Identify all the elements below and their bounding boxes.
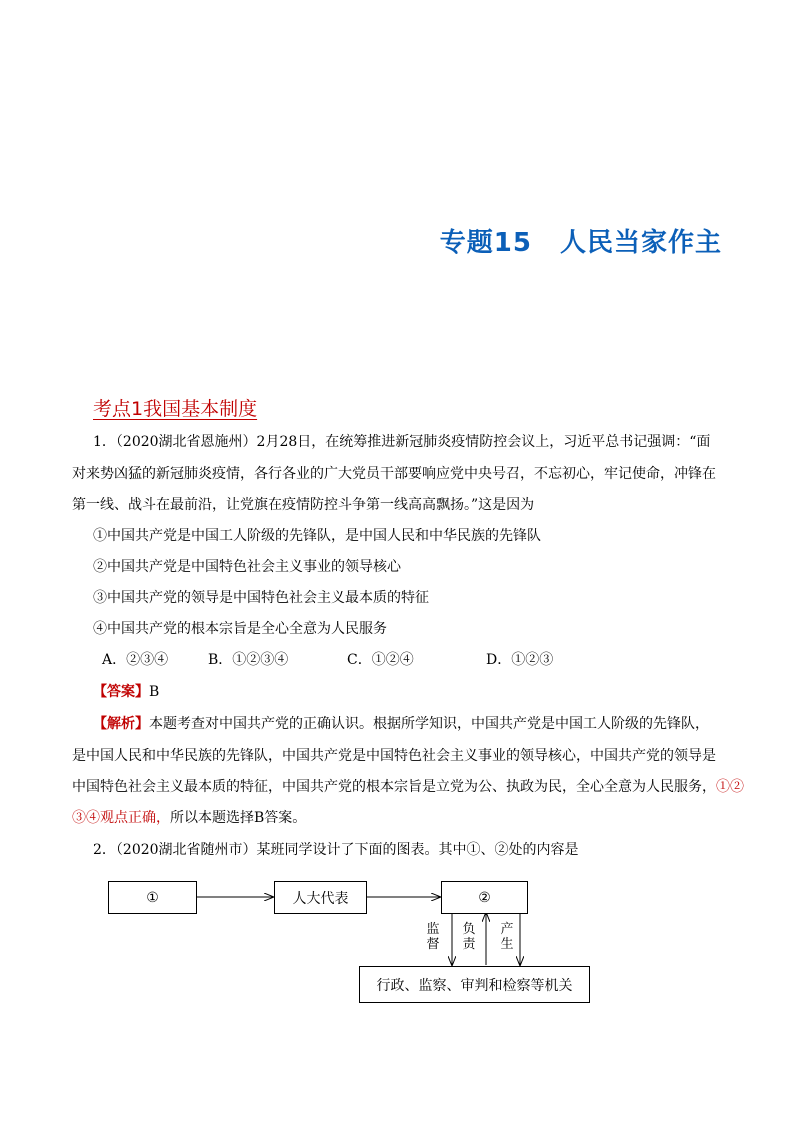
label-supervise: 监督	[426, 922, 440, 952]
analysis-text-3b: ①②	[716, 779, 744, 795]
title-name: 人民当家作主	[559, 228, 722, 258]
q2-stem: 2．（2020湖北省随州市）某班同学设计了下面的图表。其中①、②处的内容是	[93, 842, 579, 858]
q1-stem-line3: 第一线、战斗在最前沿，让党旗在疫情防控斗争第一线高高飘扬。”这是因为	[72, 497, 535, 513]
q1-statement-3: ③中国共产党的领导是中国特色社会主义最本质的特征	[93, 590, 429, 606]
q1-statement-2: ②中国共产党是中国特色社会主义事业的领导核心	[93, 559, 401, 575]
q1-option-c: C．①②④	[347, 652, 414, 668]
label-responsible: 负责	[462, 922, 476, 952]
analysis-text-4a: ③④观点正确，	[72, 810, 170, 826]
q1-stem-line1: 1．（2020湖北省恩施州）2月28日，在统筹推进新冠肺炎疫情防控会议上，习近平总书记强调：“面	[93, 434, 711, 450]
q1-stem-line2: 对来势凶猛的新冠肺炎疫情，各行各业的广大党员干部要响应党中央号召，不忘初心，牢记使命，冲锋在	[72, 466, 716, 482]
q1-analysis-line4	[72, 808, 306, 828]
q1-statement-4: ④中国共产党的根本宗旨是全心全意为人民服务	[93, 621, 387, 637]
analysis-text-3a: 中国特色社会主义最本质的特征，中国共产党的根本宗旨是立党为公、执政为民，全心全意为人民服务，	[72, 779, 716, 795]
diagram-box-4: 行政、监察、审判和检察等机关	[359, 966, 590, 1003]
page-title	[0, 222, 722, 259]
diagram-box-3: ②	[441, 881, 528, 914]
analysis-text-1: 本题考查对中国共产党的正确认识。根据所学知识，中国共产党是中国工人阶级的先锋队，	[149, 716, 709, 732]
q1-option-d: D．①②③	[486, 652, 554, 668]
analysis-label: 【解析】	[93, 716, 149, 732]
answer-label: 【答案】	[93, 684, 149, 700]
q1-option-b: B．①②③④	[208, 652, 289, 668]
q1-option-a: A．②③④	[102, 652, 169, 668]
q1-analysis-line2: 是中国人民和中华民族的先锋队，中国共产党是中国特色社会主义事业的领导核心，中国共产党的领导是	[72, 748, 716, 764]
section-heading: 考点1我国基本制度	[93, 398, 258, 420]
title-topic: 专题15	[439, 228, 532, 258]
diagram-box-1: ①	[108, 881, 197, 914]
q1-analysis-line1	[93, 714, 709, 734]
analysis-text-4b: 所以本题选择B答案。	[170, 810, 307, 826]
answer-value: B	[149, 684, 160, 700]
q1-statement-1: ①中国共产党是中国工人阶级的先锋队，是中国人民和中华民族的先锋队	[93, 528, 541, 544]
diagram-box-2: 人大代表	[274, 881, 367, 914]
q1-analysis-line3	[72, 777, 744, 797]
label-produce: 产生	[500, 922, 514, 952]
q1-answer	[93, 682, 159, 702]
